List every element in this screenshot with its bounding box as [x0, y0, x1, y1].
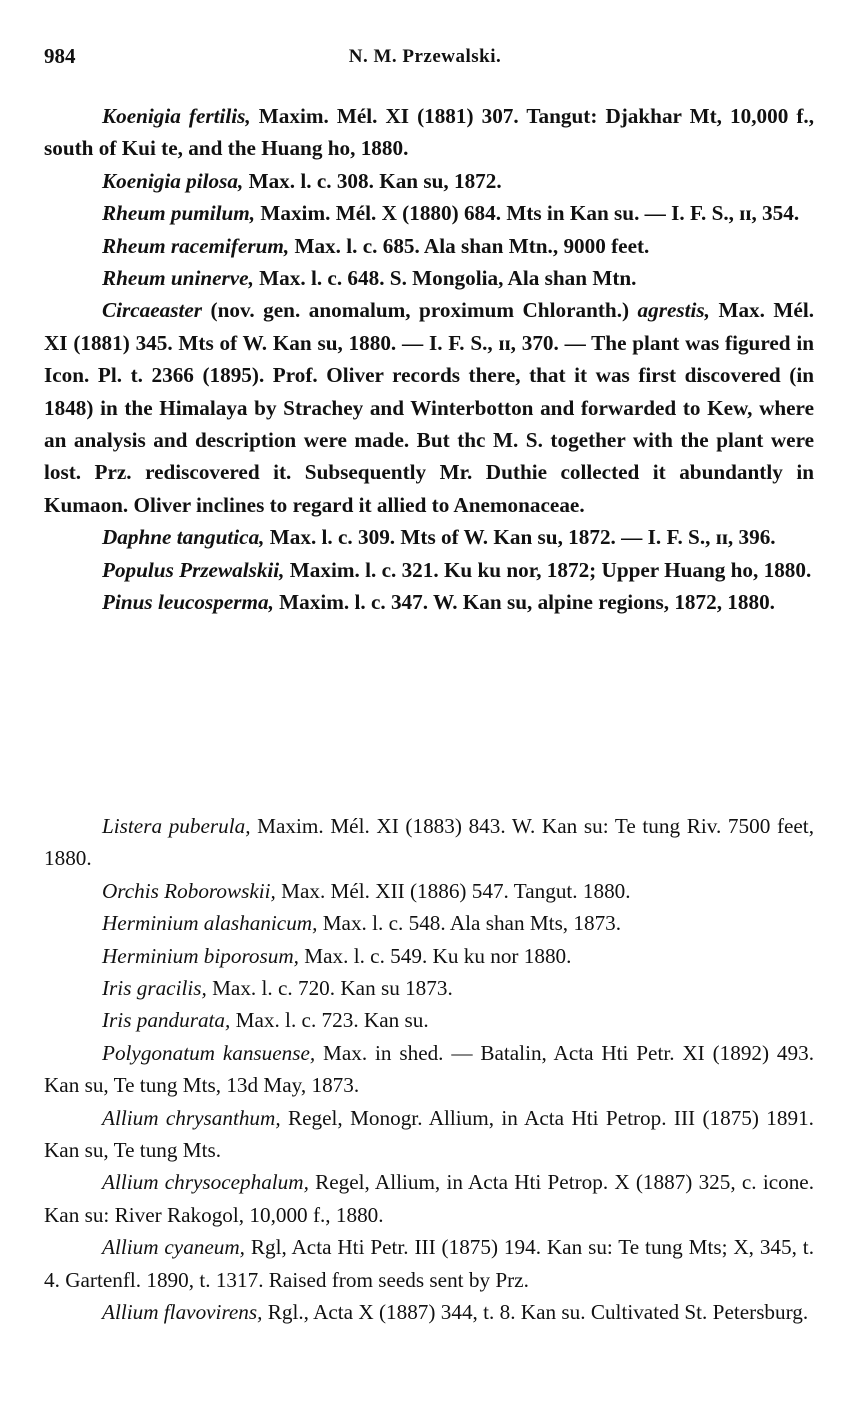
entry	[44, 100, 814, 165]
species-name: Populus Przewalskii,	[102, 557, 285, 582]
species-name: Allium flavovirens,	[102, 1300, 263, 1325]
species-name: Rheum racemiferum,	[102, 233, 290, 258]
entry-text: Max. l. c. 723. Kan su.	[230, 1008, 429, 1033]
species-name: Daphne tangutica,	[102, 525, 265, 550]
entries-part-2	[44, 810, 814, 1329]
species-name: Iris pandurata,	[102, 1008, 231, 1033]
entry	[44, 586, 814, 618]
entry-text: Maxim. l. c. 321. Ku ku nor, 1872; Upper Huang ho, 1880.	[284, 557, 812, 582]
species-name: Koenigia fertilis,	[102, 104, 251, 128]
entry	[44, 972, 814, 1004]
entry	[44, 1004, 814, 1036]
entries-part-1	[44, 100, 814, 619]
entry-text: Max. Mél. XI (1881) 345. Mts of W. Kan su, 1880. — I. F. S., ɪɪ, 370. — The plant was figured in Icon. Pl. t. 2366 (1895). Prof. Oliver records there, that it was first discovered (in 1848) in the Himalaya by Strachey and Winterbotton and forwarded to Kew, where an analysis and description were made. But thc M. S. together with the plant were lost. Prz. rediscovered it. Subsequently Mr. Duthie collected it abundantly in Kumaon. Oliver inclines to regard it allied to Anemonaceae.	[44, 298, 814, 517]
entry	[44, 1231, 814, 1296]
entry	[44, 1166, 814, 1231]
entry-text: Maxim. Mél. XI (1883) 843. W. Kan su: Te tung Riv. 7500 feet, 1880.	[44, 814, 814, 871]
entry-text: Maxim. l. c. 347. W. Kan su, alpine regions, 1872, 1880.	[273, 590, 775, 615]
entry-text: Max. l. c. 309. Mts of W. Kan su, 1872. — I. F. S., ɪɪ, 396.	[264, 525, 776, 550]
species-name: Rheum pumilum,	[102, 201, 256, 226]
entry-text: Max. l. c. 685. Ala shan Mtn., 9000 feet.	[289, 233, 650, 258]
entry	[44, 1296, 814, 1328]
entry	[44, 940, 814, 972]
species-name: Polygonatum kansuense,	[102, 1040, 316, 1065]
species-epithet: agrestis,	[637, 298, 710, 323]
entry	[44, 907, 814, 939]
entry-text: Rgl., Acta X (1887) 344, t. 8. Kan su. Cultivated St. Petersburg.	[262, 1300, 809, 1325]
entry	[44, 197, 814, 229]
entry	[44, 230, 814, 262]
species-name: Herminium alashanicum,	[102, 911, 318, 936]
entry-text: Max. l. c. 548. Ala shan Mts, 1873.	[317, 911, 622, 936]
entry	[44, 165, 814, 197]
species-name: Herminium biporosum,	[102, 943, 299, 968]
entry-text: Max. Mél. XII (1886) 547. Tangut. 1880.	[275, 878, 631, 903]
entry-text: Max. l. c. 549. Ku ku nor 1880.	[298, 943, 572, 968]
entry-text: Max. l. c. 648. S. Mongolia, Ala shan Mtn.	[253, 266, 637, 291]
species-name: Koenigia pilosa,	[102, 168, 244, 193]
entry-text: Max. l. c. 308. Kan su, 1872.	[243, 168, 502, 193]
page-header	[44, 44, 806, 78]
running-title: N. M. Przewalski.	[348, 46, 502, 67]
entry-text: Maxim. Mél. X (1880) 684. Mts in Kan su. — I. F. S., ɪɪ, 354.	[255, 201, 800, 226]
entry	[44, 875, 814, 907]
species-name: Allium chrysanthum,	[102, 1105, 281, 1130]
entry-text: Maxim. Mél. XI (1881) 307. Tangut: Djakhar Mt, 10,000 f., south of Kui te, and the Huang ho, 1880.	[44, 104, 814, 161]
page-number: 984	[44, 44, 76, 68]
species-name: Allium cyaneum,	[102, 1235, 245, 1260]
species-name: Orchis Roborowskii,	[102, 878, 276, 903]
entry	[44, 1037, 814, 1102]
entry-text: Rgl, Acta Hti Petr. III (1875) 194. Kan su: Te tung Mts; X, 345, t. 4. Gartenfl. 1890, t. 1317. Raised from seeds sent by Prz.	[44, 1235, 814, 1292]
genus-name: Circaeaster	[102, 298, 203, 323]
entry	[44, 262, 814, 294]
species-name: Allium chrysocephalum,	[102, 1170, 309, 1195]
species-name: Iris gracilis,	[102, 976, 207, 1001]
entry	[44, 810, 814, 875]
entry	[44, 294, 814, 521]
entry-text: (nov. gen. anomalum, proximum Chloranth.)	[202, 298, 638, 323]
species-name: Listera puberula,	[102, 814, 251, 838]
entry-text: Max. l. c. 720. Kan su 1873.	[206, 976, 453, 1001]
entry-text: Regel, Monogr. Allium, in Acta Hti Petrop. III (1875) 1891. Kan su, Te tung Mts.	[44, 1105, 814, 1163]
entry-text: Regel, Allium, in Acta Hti Petrop. X (1887) 325, c. icone. Kan su: River Rakogol, 10,000 f., 1880.	[44, 1170, 815, 1227]
species-name: Pinus leucosperma,	[102, 590, 274, 615]
species-name: Rheum uninerve,	[102, 266, 254, 291]
entry	[44, 1102, 814, 1167]
entry	[44, 521, 814, 553]
entry	[44, 554, 814, 586]
entry-text: Max. in shed. — Batalin, Acta Hti Petr. XI (1892) 493. Kan su, Te tung Mts, 13d May, 1873.	[44, 1040, 814, 1098]
